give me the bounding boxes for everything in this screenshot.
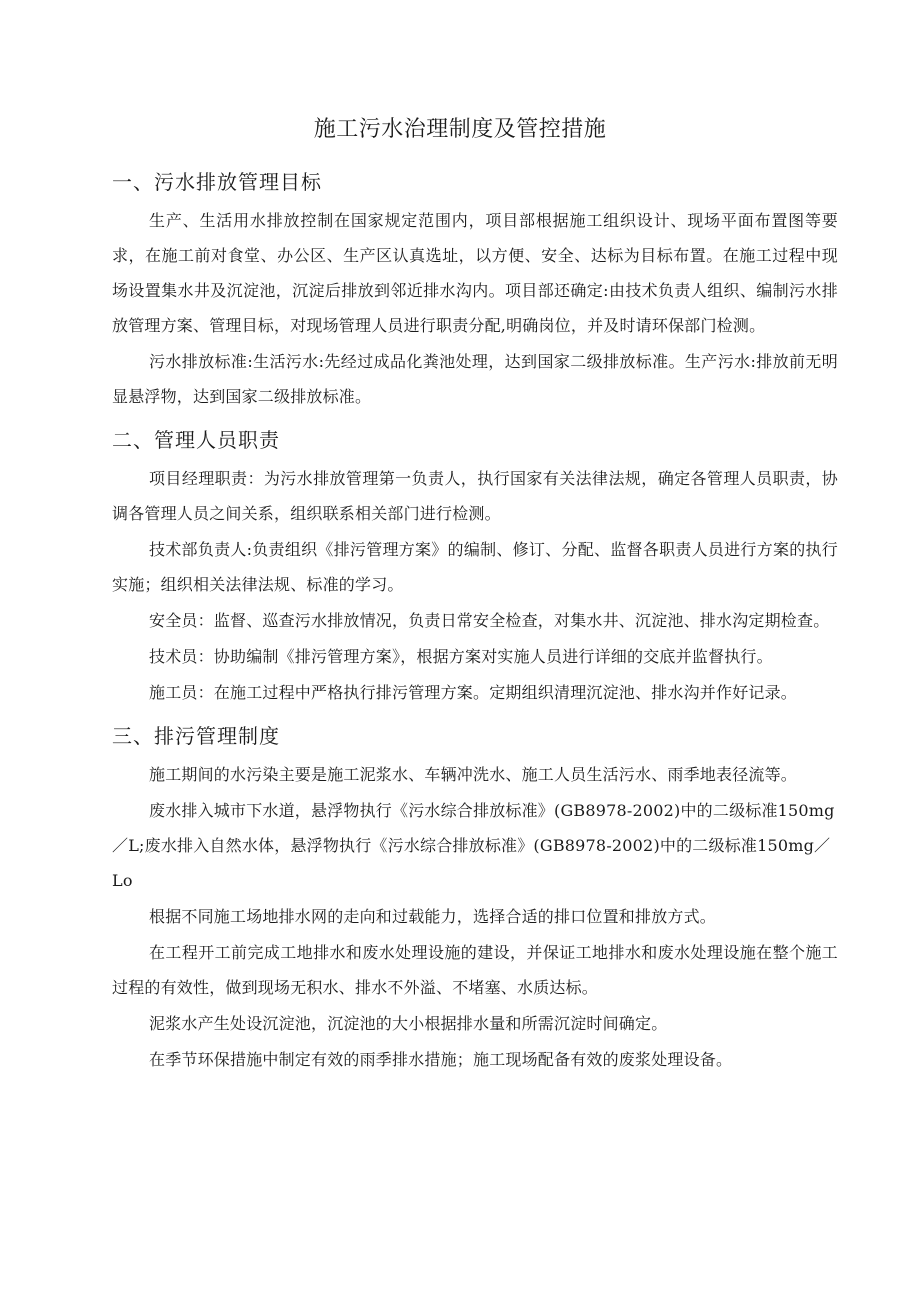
document-body — [112, 164, 838, 1077]
section-heading: 一、污水排放管理目标 — [112, 170, 322, 194]
paragraph: 在工程开工前完成工地排水和废水处理设施的建设，并保证工地排水和废水处理设施在整个施工过程的有效性，做到现场无积水、排水不外溢、不堵塞、水质达标。 — [112, 943, 838, 997]
section-heading: 二、管理人员职责 — [112, 428, 280, 452]
paragraph: 生产、生活用水排放控制在国家规定范围内，项目部根据施工组织设计、现场平面布置图等要求，在施工前对食堂、办公区、生产区认真选址，以方便、安全、达标为目标布置。在施工过程中现场设置集水井及沉淀池，沉淀后排放到邻近排水沟内。项目部还确定:由技术负责人组织、编制污水排放管理方案、管理目标，对现场管理人员进行职责分配,明确岗位，并及时请环保部门检测。 — [112, 211, 838, 335]
paragraph: 技术员：协助编制《排污管理方案》，根据方案对实施人员进行详细的交底并监督执行。 — [149, 647, 773, 666]
paragraph: 在季节环保措施中制定有效的雨季排水措施；施工现场配备有效的废浆处理设备。 — [149, 1050, 733, 1069]
paragraph: 施工员：在施工过程中严格执行排污管理方案。定期组织清理沉淀池、排水沟并作好记录。 — [149, 683, 798, 702]
paragraph: 污水排放标准:生活污水:先经过成品化粪池处理，达到国家二级排放标准。生产污水:排放前无明显悬浮物，达到国家二级排放标准。 — [112, 352, 838, 406]
section-heading: 三、排污管理制度 — [112, 724, 280, 748]
paragraph: 废水排入城市下水道，悬浮物执行《污水综合排放标准》(GB8978-2002)中的二级标准150mg／L;废水排入自然水体，悬浮物执行《污水综合排放标准》(GB8978-2002)中的二级标准150mg／Lo — [112, 801, 835, 890]
section-management-system — [112, 718, 838, 1077]
section-goals — [112, 164, 838, 414]
document-title: 施工污水治理制度及管控措施 — [313, 117, 607, 142]
paragraph: 施工期间的水污染主要是施工泥浆水、车辆冲洗水、施工人员生活污水、雨季地表径流等。 — [149, 765, 798, 784]
paragraph: 根据不同施工场地排水网的走向和过载能力，选择合适的排口位置和排放方式。 — [149, 907, 717, 926]
paragraph: 泥浆水产生处设沉淀池，沉淀池的大小根据排水量和所需沉淀时间确定。 — [149, 1014, 668, 1033]
section-responsibilities — [112, 422, 838, 710]
paragraph: 项目经理职责：为污水排放管理第一负责人，执行国家有关法律法规，确定各管理人员职责，协调各管理人员之间关系，组织联系相关部门进行检测。 — [112, 469, 838, 523]
paragraph: 安全员：监督、巡查污水排放情况，负责日常安全检查，对集水井、沉淀池、排水沟定期检查。 — [149, 611, 830, 630]
paragraph: 技术部负责人:负责组织《排污管理方案》的编制、修订、分配、监督各职责人员进行方案的执行实施；组织相关法律法规、标准的学习。 — [112, 540, 838, 594]
